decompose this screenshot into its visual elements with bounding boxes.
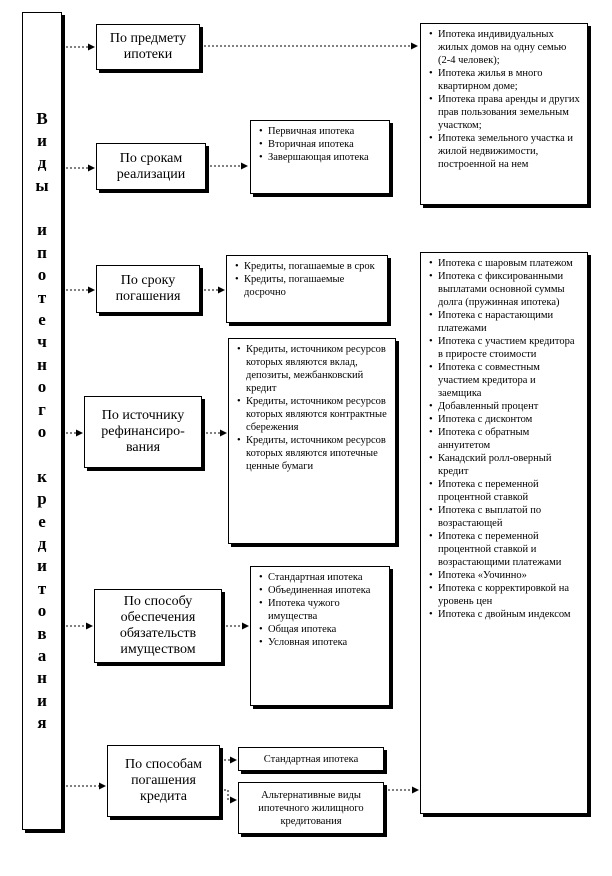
details-list — [259, 125, 383, 164]
details-subject — [420, 23, 588, 205]
category-subject — [96, 24, 200, 70]
details-list — [429, 28, 581, 171]
category-security — [94, 589, 222, 663]
list-item: • Ипотека жилья в много квартирном доме; — [438, 67, 581, 93]
details-list — [237, 343, 389, 473]
title-char: ы — [35, 175, 49, 195]
title-char: а — [37, 645, 47, 665]
list-item: • Ипотека права аренды и других прав пользования земельным участком; — [438, 93, 581, 132]
category-repayment-method — [107, 745, 220, 817]
details-list — [259, 571, 383, 649]
title-char: д — [37, 533, 47, 553]
title-char: в — [37, 623, 47, 643]
list-item: • Ипотека с переменной процентной ставкой — [438, 478, 581, 504]
title-char: и — [37, 220, 47, 240]
category-repayment-term — [96, 265, 200, 313]
list-item: • Кредиты, источником ресурсов которых являются вклад, депозиты, межбанковский кредит — [246, 343, 389, 395]
title-char: я — [37, 713, 47, 733]
title-char: р — [37, 489, 47, 509]
list-item: • Ипотека с совместным участием кредитора и заемщика — [438, 361, 581, 400]
list-item: • Ипотека с выплатой по возрастающей — [438, 504, 581, 530]
list-item: • Стандартная ипотека — [268, 571, 383, 584]
list-item: • Завершающая ипотека — [268, 151, 383, 164]
list-item: • Кредиты, погашаемые досрочно — [244, 273, 381, 299]
list-item: • Ипотека с фиксированными выплатами основной суммы долга (пружинная ипотека) — [438, 270, 581, 309]
category-label: По сроку погашения — [115, 273, 181, 304]
list-item: • Кредиты, источником ресурсов которых являются ипотечные ценные бумаги — [246, 434, 389, 473]
title-char: ч — [37, 332, 47, 352]
list-item: • Ипотека «Уочинно» — [438, 569, 581, 582]
category-label: По способам погашения кредита — [124, 757, 203, 804]
details-refinancing — [228, 338, 396, 544]
list-item: • Добавленный процент — [438, 400, 581, 413]
list-item: • Первичная ипотека — [268, 125, 383, 138]
list-item: • Ипотека с двойным индексом — [438, 608, 581, 621]
details-alternative — [420, 252, 588, 814]
title-char: о — [37, 422, 47, 441]
title-char: о — [37, 377, 47, 397]
title-char: и — [37, 690, 47, 710]
diagram-title — [35, 108, 48, 735]
details-implementation — [250, 120, 390, 194]
title-char — [40, 443, 44, 465]
list-item: • Ипотека чужого имущества — [268, 597, 383, 623]
list-item: • Ипотека земельного участка и жилой недвижимости, построенной на нем — [438, 132, 581, 171]
alternative-types-box — [238, 782, 384, 834]
details-list — [235, 260, 381, 299]
alternative-types-label: Альтернативные виды ипотечного жилищного кредитования — [258, 789, 364, 827]
standard-mortgage-box — [238, 747, 384, 771]
title-char: г — [38, 399, 46, 419]
title-char: н — [37, 354, 47, 374]
list-item: • Общая ипотека — [268, 623, 383, 636]
title-char: и — [37, 556, 47, 576]
list-item: • Ипотека с корректировкой на уровень цен — [438, 582, 581, 608]
category-refinancing — [84, 396, 202, 468]
list-item: • Объединенная ипотека — [268, 584, 383, 597]
list-item: • Канадский ролл-оверный кредит — [438, 452, 581, 478]
list-item: • Ипотека с участием кредитора в приросте стоимости — [438, 335, 581, 361]
title-char: о — [37, 265, 47, 285]
category-implementation — [96, 143, 206, 190]
category-label: По предмету ипотеки — [109, 31, 187, 62]
title-char: и — [37, 130, 47, 150]
list-item: • Ипотека с обратным аннуитетом — [438, 426, 581, 452]
category-label: По источнику рефинансиро-вания — [101, 408, 185, 455]
details-repayment-term — [226, 255, 388, 323]
list-item: • Кредиты, погашаемые в срок — [244, 260, 381, 273]
arrow-cat-6-to-alternative — [220, 790, 236, 800]
category-label: По срокам реализации — [116, 150, 186, 182]
list-item: • Ипотека индивидуальных жилых домов на одну семью (2-4 человек); — [438, 28, 581, 67]
list-item: • Ипотека с переменной процентной ставкой и возрастающими платежами — [438, 530, 581, 569]
list-item: • Условная ипотека — [268, 636, 383, 649]
title-char: п — [37, 242, 47, 262]
title-char: к — [37, 466, 47, 486]
list-item: • Кредиты, источником ресурсов которых являются контрактные сбережения — [246, 395, 389, 434]
title-char: д — [37, 153, 47, 173]
title-bar — [22, 12, 62, 830]
title-char — [40, 197, 44, 219]
title-char: н — [37, 668, 47, 688]
title-char: т — [37, 578, 47, 598]
details-security — [250, 566, 390, 706]
list-item: • Ипотека с нарастающими платежами — [438, 309, 581, 335]
standard-mortgage-label: Стандартная ипотека — [263, 753, 359, 765]
title-char: т — [37, 287, 47, 307]
title-char: о — [37, 601, 47, 621]
list-item: • Ипотека с дисконтом — [438, 413, 581, 426]
title-char: е — [38, 511, 46, 531]
title-char: В — [36, 108, 48, 128]
title-char: е — [38, 310, 46, 330]
category-label: По способу обеспечения обязательств имуществом — [119, 594, 197, 657]
list-item: • Ипотека с шаровым платежом — [438, 257, 581, 270]
list-item: • Вторичная ипотека — [268, 138, 383, 151]
details-list — [429, 257, 581, 621]
